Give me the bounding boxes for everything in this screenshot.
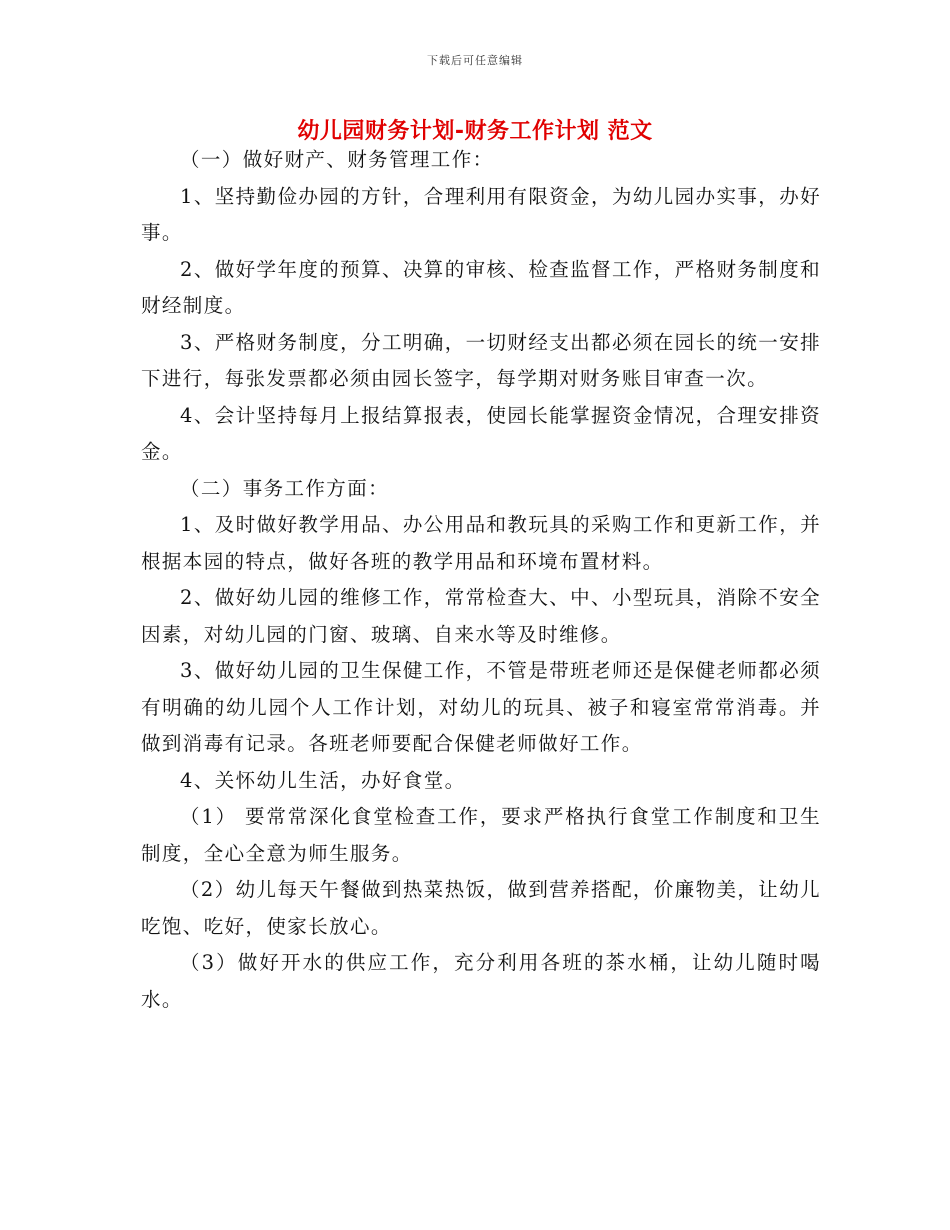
- paragraph: 1、坚持勤俭办园的方针，合理利用有限资金，为幼儿园办实事，办好事。: [141, 184, 821, 244]
- paragraph: 4、关怀幼儿生活，办好食堂。: [180, 768, 466, 792]
- sub-paragraph: （1） 要常常深化食堂检查工作，要求严格执行食堂工作制度和卫生制度，全心全意为师生服务。: [141, 805, 821, 865]
- paragraph: 3、做好幼儿园的卫生保健工作，不管是带班老师还是保健老师都必须有明确的幼儿园个人工作计划，对幼儿的玩具、被子和寝室常常消毒。并做到消毒有记录。各班老师要配合保健老师做好工作。: [141, 659, 821, 755]
- paragraph: 4、会计坚持每月上报结算报表，使园长能掌握资金情况，合理安排资金。: [141, 403, 821, 463]
- sub-paragraph: （2）幼儿每天午餐做到热菜热饭，做到营养搭配，价廉物美，让幼儿吃饱、吃好，使家长放心。: [141, 878, 821, 938]
- header-note: 下载后可任意编辑: [427, 54, 523, 67]
- sub-paragraph: （3）做好开水的供应工作，充分利用各班的茶水桶，让幼儿随时喝水。: [141, 951, 821, 1011]
- section-heading-1: （一）做好财产、财务管理工作：: [180, 148, 494, 171]
- paragraph: 2、做好幼儿园的维修工作，常常检查大、中、小型玩具，消除不安全因素，对幼儿园的门窗、玻璃、自来水等及时维修。: [141, 586, 821, 646]
- paragraph: 1、及时做好教学用品、办公用品和教玩具的采购工作和更新工作，并根据本园的特点，做好各班的教学用品和环境布置材料。: [141, 513, 821, 573]
- section-heading-2: （二）事务工作方面：: [180, 476, 390, 500]
- document-body: [141, 142, 821, 1018]
- paragraph: 2、做好学年度的预算、决算的审核、检查监督工作，严格财务制度和财经制度。: [141, 257, 821, 317]
- paragraph: 3、严格财务制度，分工明确，一切财经支出都必须在园长的统一安排下进行，每张发票都必须由园长签字，每学期对财务账目审查一次。: [141, 330, 821, 390]
- document-title: 幼儿园财务计划-财务工作计划 范文: [297, 119, 653, 144]
